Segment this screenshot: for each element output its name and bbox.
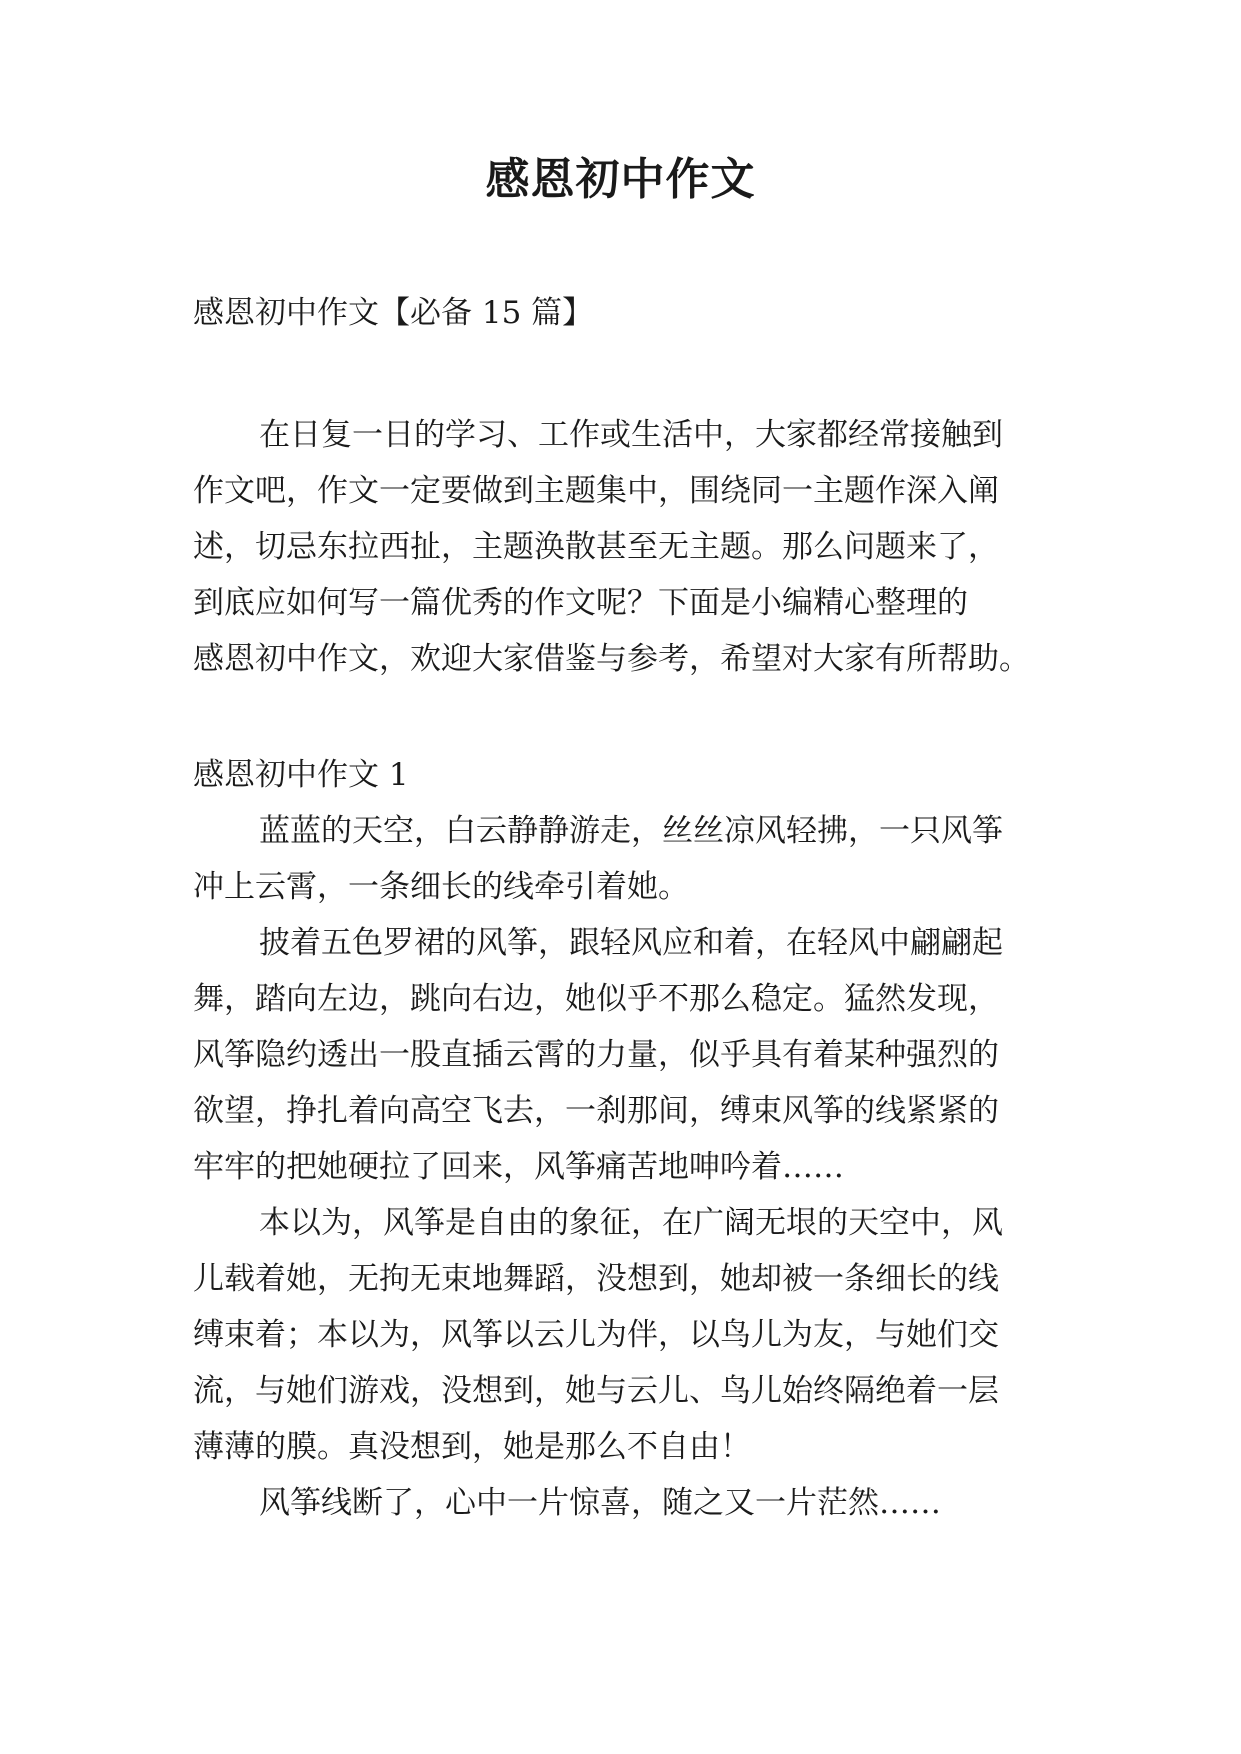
section-heading: 感恩初中作文 1: [193, 757, 409, 793]
paragraph-line: 风筝隐约透出一股直插云霄的力量，似乎具有着某种强烈的: [193, 1037, 999, 1073]
intro-line: 述，切忌东拉西扯，主题涣散甚至无主题。那么问题来了，: [193, 529, 999, 565]
paragraph-line: 薄薄的膜。真没想到，她是那么不自由！: [193, 1429, 751, 1465]
body-paragraph: [193, 915, 1053, 1195]
paragraph-line: 流，与她们游戏，没想到，她与云儿、鸟儿始终隔绝着一层: [193, 1373, 999, 1409]
paragraph-line: 披着五色罗裙的风筝，跟轻风应和着，在轻风中翩翩起: [259, 925, 1003, 961]
intro-line: 感恩初中作文，欢迎大家借鉴与参考，希望对大家有所帮助。: [193, 641, 1030, 677]
intro-line: 到底应如何写一篇优秀的作文呢？下面是小编精心整理的: [193, 585, 968, 621]
paragraph-line: 缚束着；本以为，风筝以云儿为伴，以鸟儿为友，与她们交: [193, 1317, 999, 1353]
paragraph-line: 儿载着她，无拘无束地舞蹈，没想到，她却被一条细长的线: [193, 1261, 999, 1297]
paragraph-line: 牢牢的把她硬拉了回来，风筝痛苦地呻吟着……: [193, 1149, 844, 1185]
intro-line: 在日复一日的学习、工作或生活中，大家都经常接触到: [259, 417, 1003, 453]
paragraph-line: 冲上云霄，一条细长的线牵引着她。: [193, 869, 689, 905]
document-body: [193, 285, 1053, 1531]
paragraph-line: 欲望，挣扎着向高空飞去，一刹那间，缚束风筝的线紧紧的: [193, 1093, 999, 1129]
body-paragraph: [193, 803, 1053, 915]
body-paragraph: [193, 1475, 1053, 1531]
body-paragraph: [193, 1195, 1053, 1475]
document-title: 感恩初中作文: [485, 154, 756, 205]
intro-paragraph: [193, 407, 1053, 687]
paragraph-line: 风筝线断了，心中一片惊喜，随之又一片茫然……: [259, 1485, 941, 1521]
paragraph-line: 本以为，风筝是自由的象征，在广阔无垠的天空中，风: [259, 1205, 1003, 1241]
paragraph-line: 蓝蓝的天空，白云静静游走，丝丝凉风轻拂，一只风筝: [259, 813, 1003, 849]
paragraph-line: 舞，踏向左边，跳向右边，她似乎不那么稳定。猛然发现，: [193, 981, 999, 1017]
intro-line: 作文吧，作文一定要做到主题集中，围绕同一主题作深入阐: [193, 473, 999, 509]
document-subtitle: 感恩初中作文【必备 15 篇】: [193, 295, 594, 331]
